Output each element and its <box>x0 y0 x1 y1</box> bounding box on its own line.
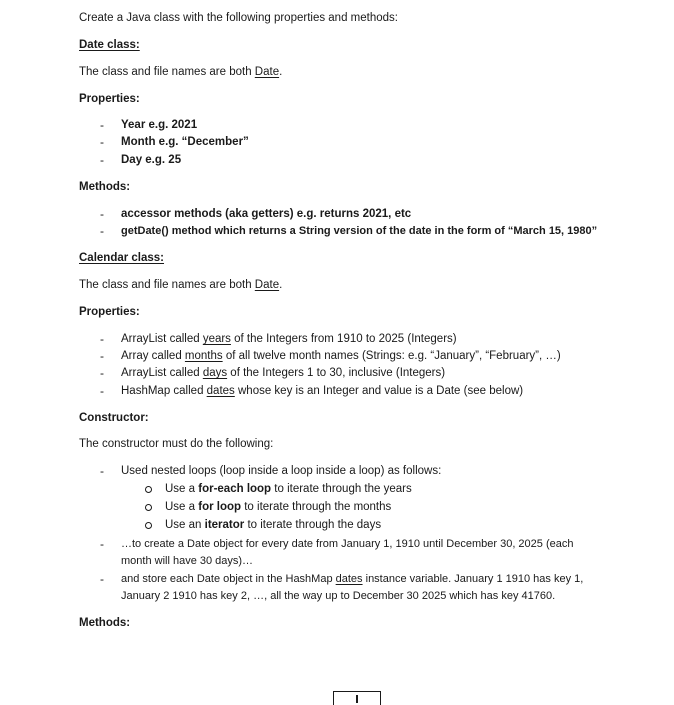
property-variable: months <box>184 350 223 362</box>
dash-bullet: - <box>100 332 104 346</box>
loop-post: to iterate through the years <box>271 483 412 495</box>
create-line-1: …to create a Date object for every date from January 1, 1910 until December 30, 2025 (each <box>121 538 574 550</box>
calendar-property-item <box>121 332 457 346</box>
store-variable: dates <box>335 573 363 585</box>
date-property-item: Day e.g. 25 <box>121 154 182 166</box>
intro-text: Create a Java class with the following properties and methods: <box>79 12 398 24</box>
calendar-property-item <box>121 349 561 363</box>
dash-bullet: - <box>100 366 104 380</box>
calendar-properties-heading: Properties: <box>79 306 140 318</box>
date-property-item: Year e.g. 2021 <box>121 119 198 131</box>
dash-bullet: - <box>100 384 104 398</box>
store-line-1 <box>121 572 583 586</box>
date-method-item: getDate() method which returns a String version of the date in the form of “March 15, 1980” <box>121 225 598 237</box>
circle-bullet <box>145 504 152 511</box>
loop-item <box>165 482 412 496</box>
loop-post: to iterate through the months <box>241 501 392 513</box>
store-post: instance variable. January 1 1910 has key 1, <box>362 573 584 585</box>
store-pre: and store each Date object in the HashMap <box>121 573 336 585</box>
calendar-class-heading: Calendar class: <box>79 252 165 264</box>
dash-bullet: - <box>100 537 104 551</box>
loop-pre: Use an <box>165 519 205 531</box>
dash-bullet: - <box>100 118 104 132</box>
date-class-files-text <box>79 65 282 79</box>
loop-item <box>165 518 381 532</box>
dash-bullet: - <box>100 349 104 363</box>
loop-keyword: for-each loop <box>198 483 272 495</box>
page-number-box <box>333 691 381 705</box>
calendar-property-item <box>121 384 523 398</box>
loop-keyword: iterator <box>204 519 245 531</box>
property-variable: dates <box>206 385 235 397</box>
date-class-heading: Date class: <box>79 39 140 51</box>
dash-bullet: - <box>100 207 104 221</box>
property-post: of the Integers from 1910 to 2025 (Integers) <box>230 333 457 345</box>
create-line-2: month will have 30 days)… <box>121 555 254 567</box>
files-name: Date <box>254 66 280 78</box>
dash-bullet: - <box>100 572 104 586</box>
property-variable: days <box>202 367 228 379</box>
dash-bullet: - <box>100 153 104 167</box>
property-pre: ArrayList called <box>121 367 203 379</box>
loop-keyword: for loop <box>198 501 242 513</box>
date-properties-heading: Properties: <box>79 93 140 105</box>
circle-bullet <box>145 486 152 493</box>
date-property-item: Month e.g. “December” <box>121 136 249 148</box>
calendar-property-item <box>121 366 445 380</box>
dash-bullet: - <box>100 464 104 478</box>
files-suffix: . <box>279 279 283 291</box>
files-name: Date <box>254 279 280 291</box>
circle-bullet <box>145 522 152 529</box>
files-prefix: The class and file names are both <box>79 279 255 291</box>
constructor-intro: The constructor must do the following: <box>79 438 274 450</box>
loop-item <box>165 500 391 514</box>
loop-pre: Use a <box>165 483 199 495</box>
files-suffix: . <box>279 66 283 78</box>
property-pre: Array called <box>121 350 185 362</box>
loop-pre: Use a <box>165 501 199 513</box>
property-post: of all twelve month names (Strings: e.g. “January”, “February”, …) <box>222 350 561 362</box>
date-method-item: accessor methods (aka getters) e.g. returns 2021, etc <box>121 208 412 220</box>
property-pre: HashMap called <box>121 385 207 397</box>
dash-bullet: - <box>100 224 104 238</box>
calendar-class-files-text <box>79 278 282 292</box>
property-variable: years <box>202 333 231 345</box>
loops-intro: Used nested loops (loop inside a loop inside a loop) as follows: <box>121 465 442 477</box>
loop-post: to iterate through the days <box>244 519 382 531</box>
files-prefix: The class and file names are both <box>79 66 255 78</box>
dash-bullet: - <box>100 135 104 149</box>
store-line-2: January 2 1910 has key 2, …, all the way up to December 30 2025 which has key 41760. <box>121 590 556 602</box>
property-post: whose key is an Integer and value is a Date (see below) <box>234 385 524 397</box>
property-pre: ArrayList called <box>121 333 203 345</box>
property-post: of the Integers 1 to 30, inclusive (Integers) <box>227 367 446 379</box>
constructor-heading: Constructor: <box>79 412 149 424</box>
calendar-methods-heading: Methods: <box>79 617 131 629</box>
page-number-mark <box>356 695 358 703</box>
date-methods-heading: Methods: <box>79 181 131 193</box>
